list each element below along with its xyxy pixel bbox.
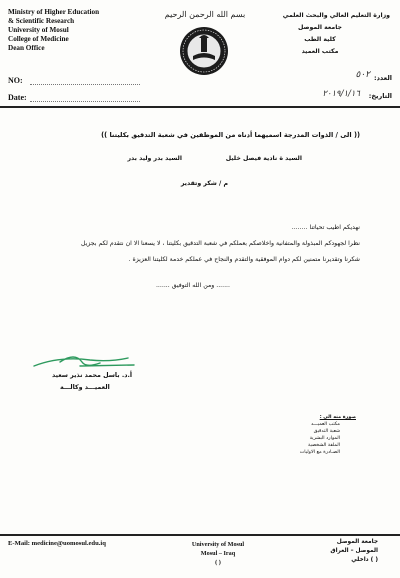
header-en-line: Ministry of Higher Education [8, 8, 100, 16]
footer-address-english [178, 540, 258, 567]
list-item: الموارد البشرية [309, 436, 340, 441]
subject-line: م / شكر وتقدير [180, 180, 228, 187]
footer-en-line: Mosul – Iraq [200, 550, 236, 557]
recipient-name-1: السيد ة نادية فيصل خليل [225, 155, 302, 162]
paragraph-line-2: شكرنا وتقديرنا متمنين لكم دوام الموفقية والتقدم والنجاح في عملكم خدمة لكليتنا العزيزة . [128, 256, 360, 263]
copies-heading: صورة منه الى : [319, 415, 356, 420]
date-dotted-line [30, 101, 140, 102]
list-item: الملفة الشخصية [307, 443, 340, 448]
header-divider [0, 106, 400, 108]
footer-en-line: ( ) [215, 559, 221, 566]
header-ar-line: مكتب العميد [301, 48, 339, 55]
university-logo-icon [179, 26, 229, 76]
paragraph-line-1: نظرا لجهودكم المبذولة والمتفانية واخلاصكم بعملكم في شعبة التدقيق بكليتنا ، لا يسعنا الا ان نتقدم لكم بجزيل [80, 240, 360, 247]
footer-email: E-Mail: medicine@uomosul.edu.iq [8, 540, 106, 547]
ar-number-label: العدد: [373, 74, 392, 82]
recipient-name-2: السيد بدر وليد بدر [127, 155, 182, 162]
handwritten-number: ٥٠٢ [355, 70, 370, 80]
signatory-name: أ.د. باسل محمد نذير سعيد [52, 372, 133, 379]
number-label: NO: [8, 76, 23, 85]
list-item: الصـادرة مع الاوليات [299, 450, 340, 455]
footer-ar-line: جامعة الموصل [336, 539, 378, 545]
greeting-line: نهديكم اطيب تحياتنا ........ [291, 224, 360, 231]
date-label: Date: [8, 93, 27, 102]
footer-ar-line: ( ) داخلي [351, 557, 378, 563]
recipient-line: (( الى / الذوات المدرجة اسميهما أدناه من الموظفين في شعبة التدقيق بكليتنا )) [101, 131, 360, 139]
header-ar-line: جامعة الموصل [298, 24, 342, 31]
number-dotted-line [30, 84, 140, 85]
header-ar-line: كلية الطب [304, 36, 336, 43]
header-en-line: University of Mosul [8, 26, 69, 34]
footer-en-line: University of Mosul [191, 541, 245, 548]
handwritten-date: ٢٠١٩/١/١٦ [322, 89, 360, 99]
closing-line: ....... ومن الله التوفيق ....... [155, 282, 230, 289]
footer-ar-line: الموصل – العراق [330, 548, 378, 554]
copies-list [300, 414, 356, 456]
header-en-line: & Scientific Research [8, 17, 75, 25]
list-item: مكتب العميـــد [311, 422, 340, 427]
footer-divider [0, 534, 400, 536]
header-en-line: Dean Office [8, 44, 45, 52]
header-english [8, 8, 138, 53]
list-item: شعبة التدقيق [313, 429, 340, 434]
header-en-line: College of Medicine [8, 35, 69, 43]
header-arabic [270, 10, 390, 58]
signatory-title: العميـــد وكالـــة [60, 384, 110, 391]
bismillah-text: بسم الله الرحمن الرحيم [164, 10, 246, 19]
header-ar-line: وزارة التعليم العالي والبحث العلمي [282, 12, 390, 19]
ar-date-label: التاريخ: [368, 92, 392, 100]
footer-address-arabic [298, 538, 378, 565]
